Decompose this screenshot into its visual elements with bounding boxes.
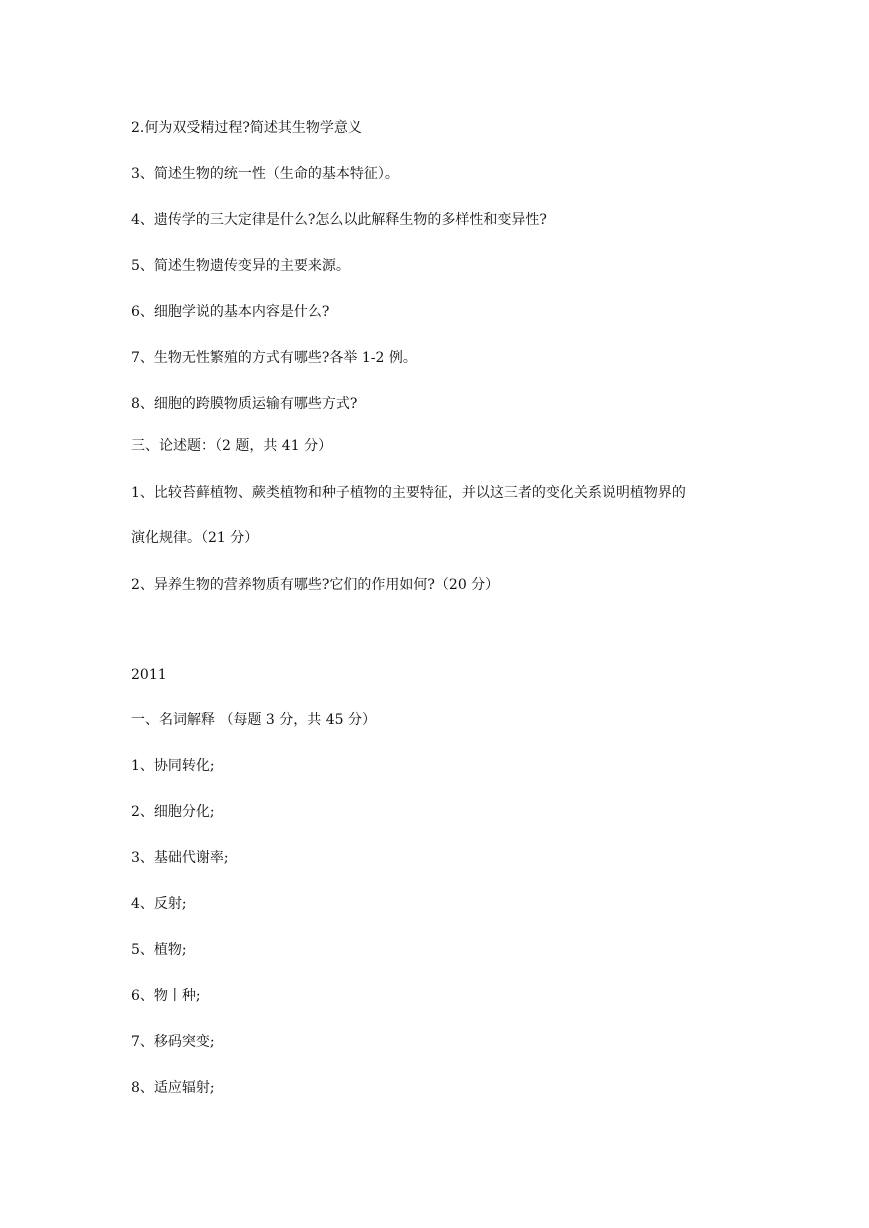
question-5: 5、简述生物遗传变异的主要来源。: [131, 258, 350, 274]
essay-question-1-line-2: 演化规律。（21 分）: [131, 530, 259, 546]
section-heading-essay: 三、论述题：（2 题，共 41 分）: [131, 438, 333, 454]
term-4: 4、反射;: [131, 896, 187, 912]
exam-year: 2011: [131, 667, 167, 683]
question-2: 2.何为双受精过程?简述其生物学意义: [131, 120, 362, 136]
question-3: 3、简述生物的统一性（生命的基本特征）。: [131, 166, 399, 182]
question-8: 8、细胞的跨膜物质运输有哪些方式?: [131, 396, 358, 412]
term-5: 5、植物;: [131, 942, 187, 958]
term-7: 7、移码突变;: [131, 1034, 215, 1050]
section-heading-terms: 一、名词解释 （每题 3 分，共 45 分）: [131, 712, 376, 728]
term-2: 2、细胞分化;: [131, 804, 215, 820]
essay-question-1-line-1: 1、比较苔藓植物、蕨类植物和种子植物的主要特征，并以这三者的变化关系说明植物界的: [131, 485, 686, 501]
question-6: 6、细胞学说的基本内容是什么?: [131, 304, 330, 320]
question-7: 7、生物无性繁殖的方式有哪些?各举 1-2 例。: [131, 350, 417, 366]
term-1: 1、协同转化;: [131, 758, 215, 774]
essay-question-2: 2、异养生物的营养物质有哪些?它们的作用如何?（20 分）: [131, 577, 500, 593]
term-6: 6、物丨种;: [131, 988, 201, 1004]
term-3: 3、基础代谢率;: [131, 850, 229, 866]
term-8: 8、适应辐射;: [131, 1080, 215, 1096]
question-4: 4、遗传学的三大定律是什么?怎么以此解释生物的多样性和变异性?: [131, 212, 547, 228]
